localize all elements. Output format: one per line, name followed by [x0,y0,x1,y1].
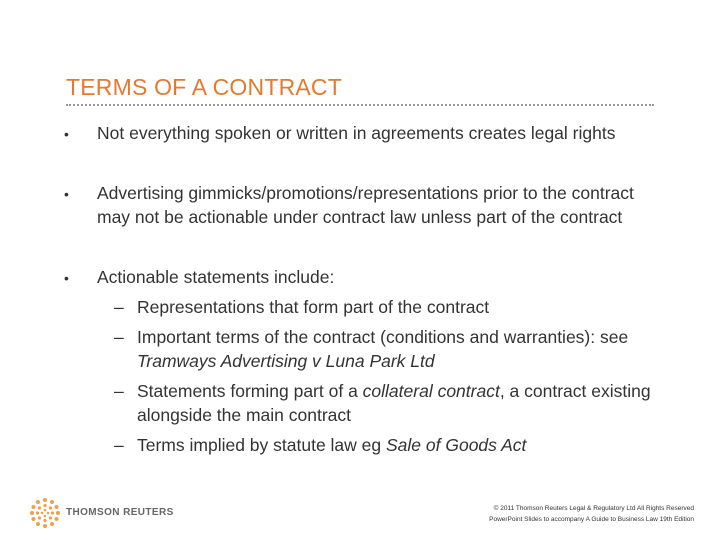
slide-title: TERMS OF A CONTRACT [66,74,342,100]
bullet-marker-1: • [64,126,69,142]
edition-line: PowerPoint Slides to accompany A Guide to Business Law 19th Edition [489,516,694,523]
brand-name: THOMSON REUTERS [66,507,174,518]
copyright-footer [394,503,694,525]
sub-item-2 [137,325,677,373]
collateral-contract-term: collateral contract [362,381,500,401]
bullet-marker-3: • [64,270,69,286]
bullet-item-2: Advertising gimmicks/promotions/representations prior to the contract may not be actionable under contract law unless part of the contract [97,183,634,227]
sub-marker-3: – [114,381,124,401]
sub-item-3-text-a: Statements forming part of a [137,381,363,401]
statute-name: Sale of Goods Act [386,435,527,455]
sub-item-2-text: Important terms of the contract (conditions and warranties): see [137,327,629,347]
sub-item-3 [137,379,677,427]
thomson-reuters-dot-logo-icon [28,496,62,530]
sub-marker-2: – [114,327,124,347]
case-citation: Tramways Advertising v Luna Park Ltd [137,351,435,371]
sub-item-3-text-b: , a contract existing alongside the main contract [137,381,651,425]
bullet-item-3: Actionable statements include: [97,267,335,287]
sub-item-4-text: Terms implied by statute law eg [137,435,386,455]
sub-item-4 [137,433,677,457]
sub-marker-1: – [114,297,124,317]
copyright-line: © 2011 Thomson Reuters Legal & Regulatory Ltd All Rights Reserved [493,505,694,512]
bullet-item-1: Not everything spoken or written in agreements creates legal rights [97,123,616,143]
title-divider [66,104,654,106]
sub-item-1: Representations that form part of the contract [137,297,490,317]
bullet-marker-2: • [64,186,69,202]
sub-marker-4: – [114,435,124,455]
